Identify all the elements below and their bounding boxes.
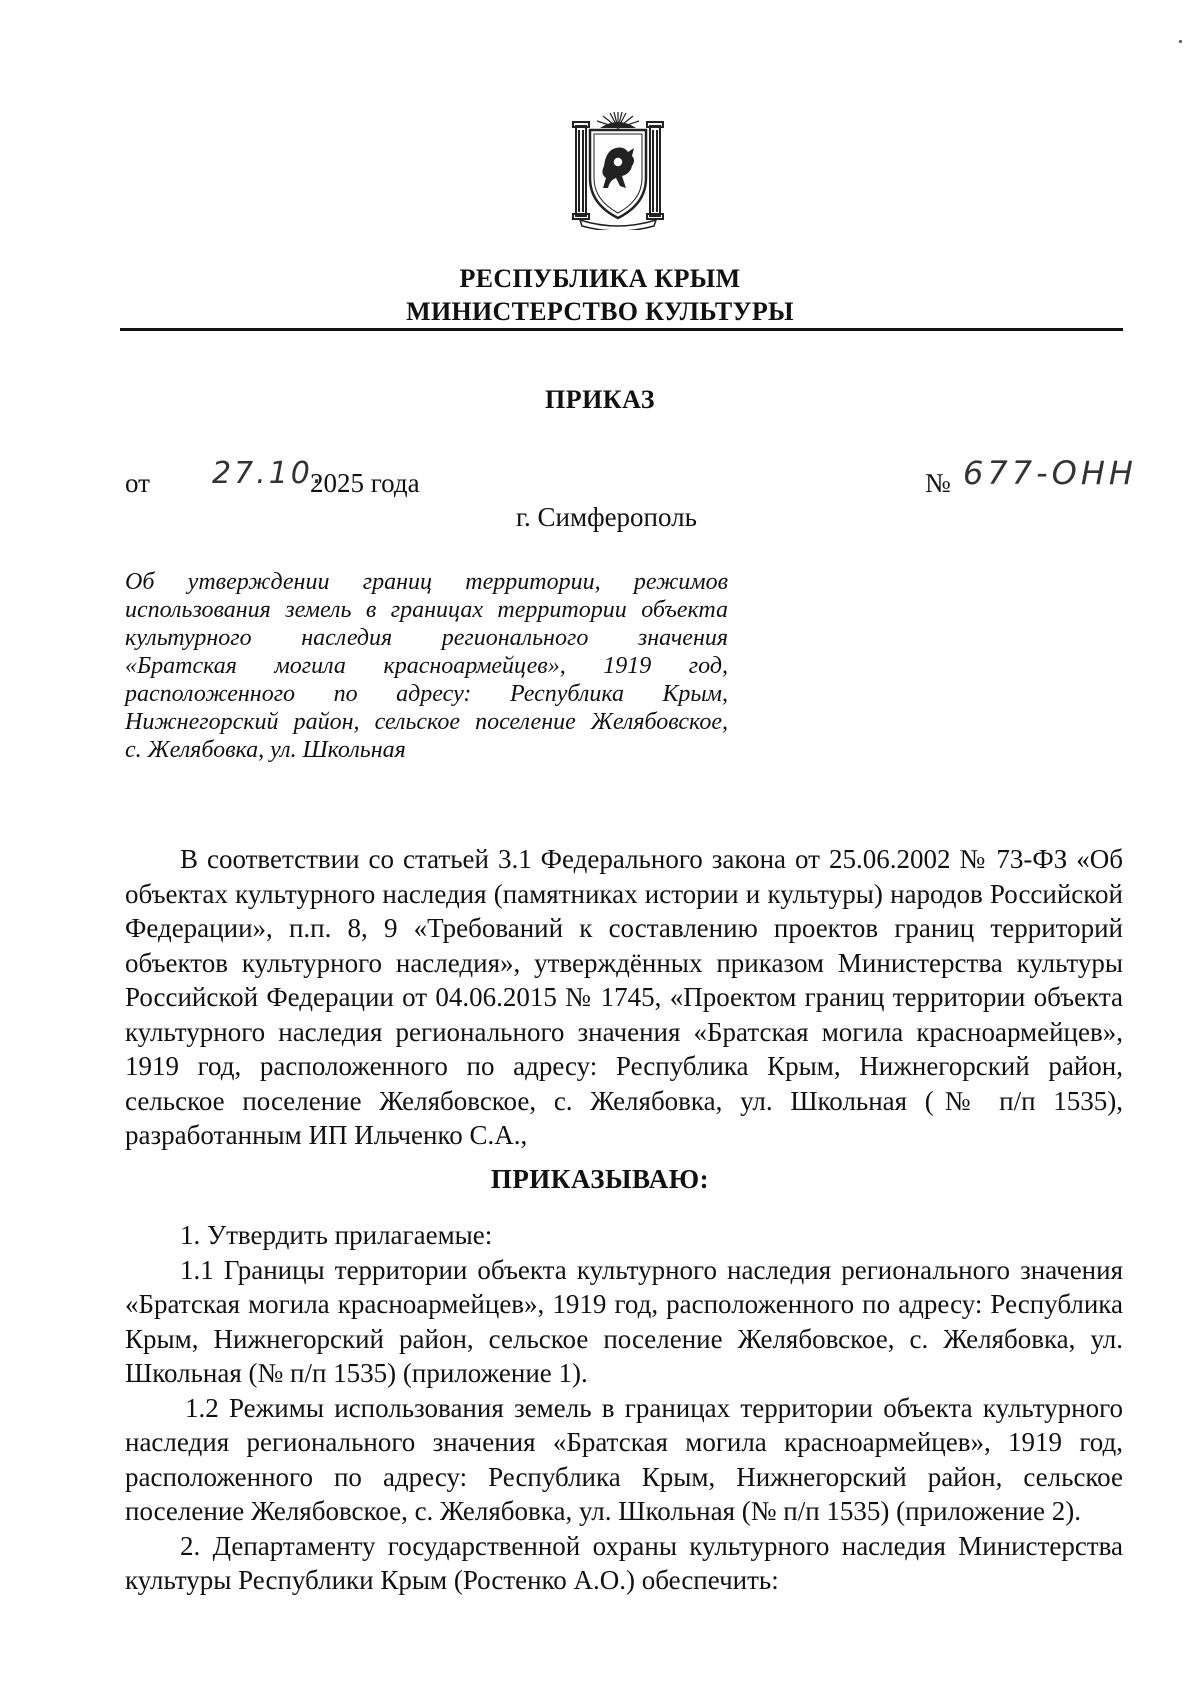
item-1-2: 1.2 Режимы использования земель в границах территории объекта культурного наследия регионального значения «Братская могила красноармейцев», 1919 год, расположенного по адресу: Республика Крым, Нижнегорский район, сельское поселение Желябовское, с. Желябовка, ул. Школьная (№ п/п 1535) (приложение 2).: [125, 1392, 1123, 1526]
order-subject: [125, 568, 728, 764]
order-title: ПРИКАЗ: [544, 385, 656, 414]
item-1-1: 1.1 Границы территории объекта культурного наследия регионального значения «Братская могила красноармейцев», 1919 год, расположенного по адресу: Республика Крым, Нижнегорский район, сельское поселение Желябовское, с. Желябовка, ул. Школьная (№ п/п 1535) (приложение 1).: [125, 1254, 1123, 1388]
header-ministry: МИНИСТЕРСТВО КУЛЬТУРЫ: [406, 297, 794, 326]
subject-line: культурного наследия регионального значения: [125, 625, 728, 651]
decree-heading: ПРИКАЗЫВАЮ:: [490, 1164, 710, 1194]
subject-line: с. Желябовка, ул. Школьная: [125, 737, 406, 763]
handwritten-date: 27.10.: [212, 456, 326, 491]
date-year: 2025 года: [310, 468, 420, 498]
item-1: 1. Утвердить прилагаемые:: [180, 1220, 493, 1250]
city: г. Симферополь: [516, 502, 697, 532]
preamble-text: В соответствии со статьей 3.1 Федерального закона от 25.06.2002 № 73-ФЗ «Об объектах культурного наследия (памятниках истории и культуры) народов Российской Федерации», п.п. 8, 9 «Требований к составлению проектов границ территорий объектов культурного наследия», утверждённых приказом Министерства культуры Российской Федерации от 04.06.2015 № 1745, «Проектом границ территории объекта культурного наследия регионального значения «Братская могила красноармейцев», 1919 год, расположенного по адресу: Республика Крым, Нижнегорский район, сельское поселение Желябовское, с. Желябовка, ул. Школьная (№ п/п 1535), разработанным ИП Ильченко С.А.,: [125, 844, 1123, 1150]
subject-line: использования земель в границах территории объекта: [125, 597, 728, 623]
handwritten-order-number: 677-ОНН: [963, 454, 1137, 492]
header-divider: [120, 328, 1123, 331]
date-from-label: от: [125, 468, 150, 498]
preamble-paragraph: [125, 842, 1123, 1153]
subject-line: расположенного по адресу: Республика Крым,: [125, 681, 728, 707]
header-republic: РЕСПУБЛИКА КРЫМ: [459, 264, 741, 293]
scan-speck: [1179, 40, 1182, 43]
subject-line: «Братская могила красноармейцев», 1919 год,: [125, 653, 728, 679]
decree-items: [125, 1218, 1123, 1598]
subject-line: Нижнегорский район, сельское поселение Желябовское,: [125, 709, 728, 735]
item-2: 2. Департаменту государственной охраны культурного наследия Министерства культуры Республики Крым (Ростенко А.О.) обеспечить:: [125, 1530, 1123, 1595]
crimea-coat-of-arms-icon: [570, 108, 666, 230]
subject-line: Об утверждении границ территории, режимов: [125, 569, 728, 595]
order-number-label: №: [925, 468, 951, 498]
